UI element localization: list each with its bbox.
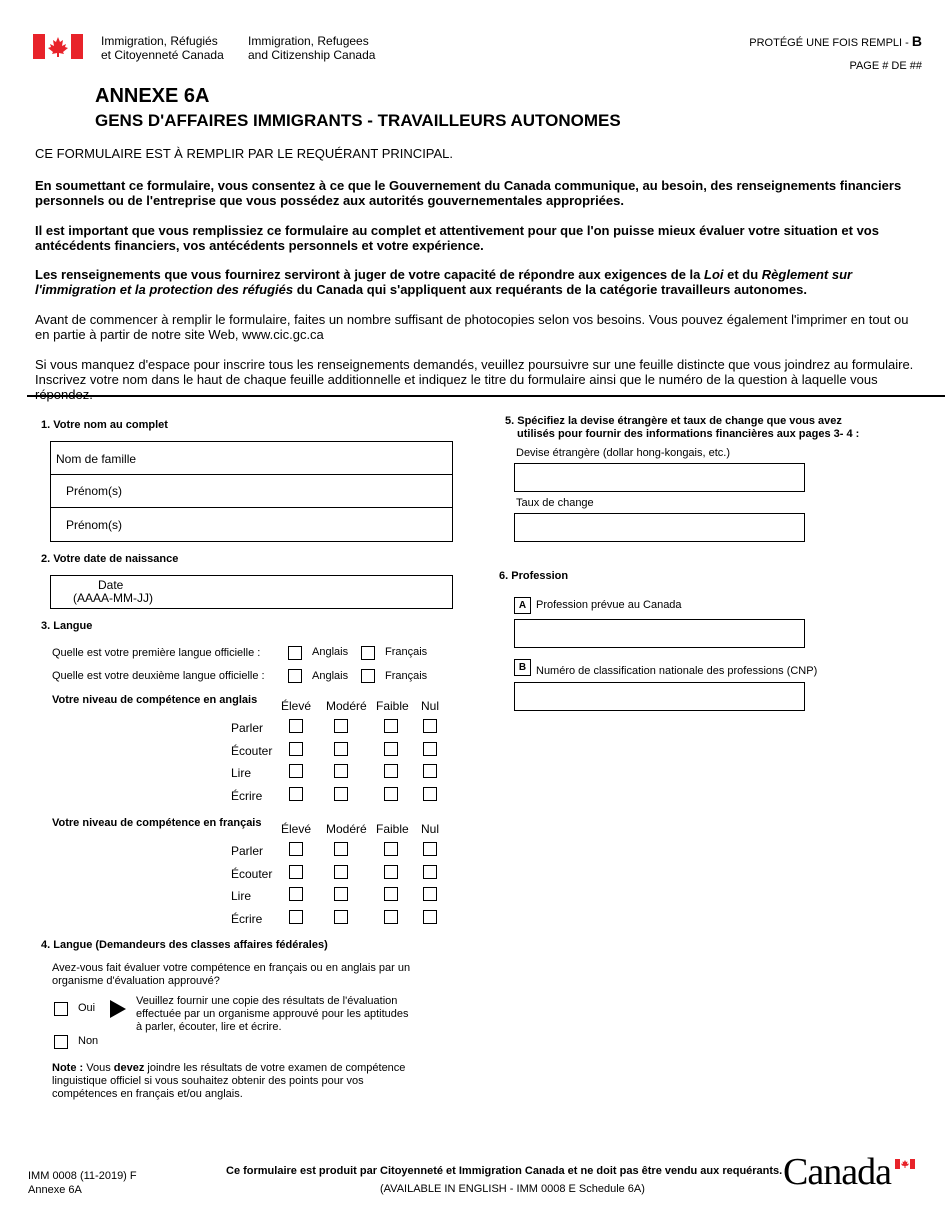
date-of-birth-field[interactable] — [50, 575, 453, 609]
exchange-rate-label: Taux de change — [516, 497, 594, 509]
first-lang-english-checkbox[interactable] — [288, 646, 302, 660]
fr-listen-moderate-checkbox[interactable] — [334, 865, 348, 879]
q1-title: 1. Votre nom au complet — [41, 419, 168, 431]
fr-listen-none-checkbox[interactable] — [423, 865, 437, 879]
wordmark-flag-icon — [895, 1159, 915, 1169]
fr-write-moderate-checkbox[interactable] — [334, 910, 348, 924]
second-language-question: Quelle est votre deuxième langue officielle : — [52, 670, 265, 682]
fr-read-high-checkbox[interactable] — [289, 887, 303, 901]
english-label: Anglais — [312, 646, 349, 658]
assessment-instruction: Veuillez fournir une copie des résultats de l'évaluation effectuée par un organisme approuvé pour les aptitudes à parler, écouter, lire et écrire. — [136, 995, 409, 1033]
fr-write-weak-checkbox[interactable] — [384, 910, 398, 924]
complete-paragraph: Il est important que vous remplissiez ce formulaire au complet et attentivement pour que l'on puisse mieux évaluer votre situation et vos antécédents financiers, vos antécédents personnels et votre expérience. — [35, 223, 879, 253]
footer-annex: Annexe 6A — [28, 1184, 82, 1196]
second-lang-french-checkbox[interactable] — [361, 669, 375, 683]
fr-read-weak-checkbox[interactable] — [384, 887, 398, 901]
french-label: Français — [385, 646, 428, 658]
q4-title: 4. Langue (Demandeurs des classes affaires fédérales) — [41, 939, 328, 951]
fr-speak-moderate-checkbox[interactable] — [334, 842, 348, 856]
family-name-field[interactable] — [50, 441, 453, 475]
arrow-right-icon — [110, 1000, 126, 1018]
en-speak-none-checkbox[interactable] — [423, 719, 437, 733]
fr-read-none-checkbox[interactable] — [423, 887, 437, 901]
fr-speak-weak-checkbox[interactable] — [384, 842, 398, 856]
yes-label: Oui — [78, 1002, 96, 1014]
given-name-field-2[interactable] — [50, 508, 453, 542]
en-listen-weak-checkbox[interactable] — [384, 742, 398, 756]
fr-speak-none-checkbox[interactable] — [423, 842, 437, 856]
no-label: Non — [78, 1035, 99, 1047]
skill-reading-label: Lire — [231, 889, 252, 903]
canada-flag-icon — [33, 34, 83, 59]
date-format-label: (AAAA-MM-JJ) — [73, 591, 153, 605]
principal-applicant-note: CE FORMULAIRE EST À REMPLIR PAR LE REQUÉRANT PRINCIPAL. — [35, 146, 454, 161]
department-name-en: Immigration, Refugees and Citizenship Canada — [248, 34, 376, 62]
en-write-moderate-checkbox[interactable] — [334, 787, 348, 801]
date-label: Date — [98, 578, 124, 592]
level-weak-label: Faible — [376, 822, 409, 836]
en-listen-none-checkbox[interactable] — [423, 742, 437, 756]
assessment-yes-checkbox[interactable] — [54, 1002, 68, 1016]
language-test-note: Note : Vous devez joindre les résultats de votre examen de compétence linguistique officiel si vous souhaitez obtenir des points pour vos compétences en français et/ou anglais. — [52, 1062, 406, 1100]
level-moderate-label: Modéré — [326, 822, 367, 836]
fr-listen-weak-checkbox[interactable] — [384, 865, 398, 879]
section-b-badge: B — [514, 659, 531, 676]
skill-listening-label: Écouter — [231, 867, 273, 881]
skill-writing-label: Écrire — [231, 912, 263, 926]
given-name-label: Prénom(s) — [66, 517, 123, 532]
skill-writing-label: Écrire — [231, 789, 263, 803]
page-number: PAGE # DE ## — [849, 60, 922, 72]
en-write-none-checkbox[interactable] — [423, 787, 437, 801]
intended-occupation-input[interactable] — [514, 619, 805, 648]
section-a-badge: A — [514, 597, 531, 614]
canada-wordmark: Canada — [783, 1151, 891, 1193]
french-proficiency-title: Votre niveau de compétence en français — [52, 817, 262, 829]
english-version-notice: (AVAILABLE IN ENGLISH - IMM 0008 E Schedule 6A) — [380, 1183, 645, 1195]
skill-speaking-label: Parler — [231, 844, 264, 858]
currency-label: Devise étrangère (dollar hong-kongais, etc.) — [516, 447, 731, 459]
level-weak-label: Faible — [376, 699, 409, 713]
protected-label: PROTÉGÉ UNE FOIS REMPLI - B — [749, 33, 922, 49]
second-lang-english-checkbox[interactable] — [288, 669, 302, 683]
en-read-none-checkbox[interactable] — [423, 764, 437, 778]
fr-write-none-checkbox[interactable] — [423, 910, 437, 924]
level-moderate-label: Modéré — [326, 699, 367, 713]
noc-code-label: Numéro de classification nationale des professions (CNP) — [536, 665, 818, 677]
en-write-weak-checkbox[interactable] — [384, 787, 398, 801]
assessment-no-checkbox[interactable] — [54, 1035, 68, 1049]
family-name-label: Nom de famille — [56, 452, 137, 466]
level-none-label: Nul — [421, 699, 440, 713]
en-read-weak-checkbox[interactable] — [384, 764, 398, 778]
given-name-label: Prénom(s) — [66, 483, 123, 498]
first-lang-french-checkbox[interactable] — [361, 646, 375, 660]
noc-code-input[interactable] — [514, 682, 805, 711]
consent-paragraph: En soumettant ce formulaire, vous consentez à ce que le Gouvernement du Canada communique, au besoin, des renseignements financiers personnels ou de l'entreprise que vous possédez aux autorités gouvernementales appropriées. — [35, 178, 902, 208]
en-listen-high-checkbox[interactable] — [289, 742, 303, 756]
exchange-rate-input[interactable] — [514, 513, 805, 542]
english-proficiency-title: Votre niveau de compétence en anglais — [52, 694, 258, 706]
skill-reading-label: Lire — [231, 766, 252, 780]
produced-by-notice: Ce formulaire est produit par Citoyenneté et Immigration Canada et ne doit pas être vendu aux requérants. — [226, 1165, 783, 1177]
given-name-field-1[interactable] — [50, 474, 453, 508]
fr-read-moderate-checkbox[interactable] — [334, 887, 348, 901]
form-id: IMM 0008 (11-2019) F — [28, 1170, 137, 1182]
en-speak-high-checkbox[interactable] — [289, 719, 303, 733]
department-name-fr: Immigration, Réfugiés et Citoyenneté Canada — [101, 34, 224, 62]
en-read-moderate-checkbox[interactable] — [334, 764, 348, 778]
en-speak-moderate-checkbox[interactable] — [334, 719, 348, 733]
copies-paragraph: Avant de commencer à remplir le formulaire, faites un nombre suffisant de photocopies selon vos besoins. Vous pouvez également l'imprimer en tout ou en partie à partir de notre site Web, www.cic.gc.ca — [35, 312, 909, 342]
skill-speaking-label: Parler — [231, 721, 264, 735]
first-language-question: Quelle est votre première langue officielle : — [52, 647, 261, 659]
q3-title: 3. Langue — [41, 620, 93, 632]
level-high-label: Élevé — [281, 822, 312, 836]
intended-occupation-label: Profession prévue au Canada — [536, 599, 682, 611]
use-paragraph: Les renseignements que vous fournirez serviront à juger de votre capacité de répondre aux exigences de la Loi et du Règlement sur l'immigration et la protection des réfugiés du Canada qui s'appliquent aux requérants de la catégorie travailleurs autonomes. — [35, 267, 853, 297]
q5-title: 5. Spécifiez la devise étrangère et taux de change que vous avez utilisés pour fournir des informations financières aux pages 3- 4 : — [505, 415, 860, 440]
annex-title: ANNEXE 6A — [95, 85, 210, 107]
en-write-high-checkbox[interactable] — [289, 787, 303, 801]
en-listen-moderate-checkbox[interactable] — [334, 742, 348, 756]
english-label: Anglais — [312, 670, 349, 682]
fr-write-high-checkbox[interactable] — [289, 910, 303, 924]
en-speak-weak-checkbox[interactable] — [384, 719, 398, 733]
form-subtitle: GENS D'AFFAIRES IMMIGRANTS - TRAVAILLEURS AUTONOMES — [95, 111, 621, 130]
level-high-label: Élevé — [281, 699, 312, 713]
q6-title: 6. Profession — [499, 570, 569, 582]
q4-question: Avez-vous fait évaluer votre compétence en français ou en anglais par un organisme d'évaluation approuvé? — [52, 962, 411, 987]
foreign-currency-input[interactable] — [514, 463, 805, 492]
fr-listen-high-checkbox[interactable] — [289, 865, 303, 879]
level-none-label: Nul — [421, 822, 440, 836]
french-label: Français — [385, 670, 428, 682]
fr-speak-high-checkbox[interactable] — [289, 842, 303, 856]
section-divider — [27, 395, 945, 397]
space-paragraph: Si vous manquez d'espace pour inscrire tous les renseignements demandés, veuillez poursuivre sur une feuille distincte que vous joindrez au formulaire. Inscrivez votre nom dans le haut de chaque feuille additionnelle et indiquez le titre du formulaire ainsi que le numéro de la question à laquelle vous — [35, 357, 914, 387]
skill-listening-label: Écouter — [231, 744, 273, 758]
q2-title: 2. Votre date de naissance — [41, 553, 179, 565]
en-read-high-checkbox[interactable] — [289, 764, 303, 778]
